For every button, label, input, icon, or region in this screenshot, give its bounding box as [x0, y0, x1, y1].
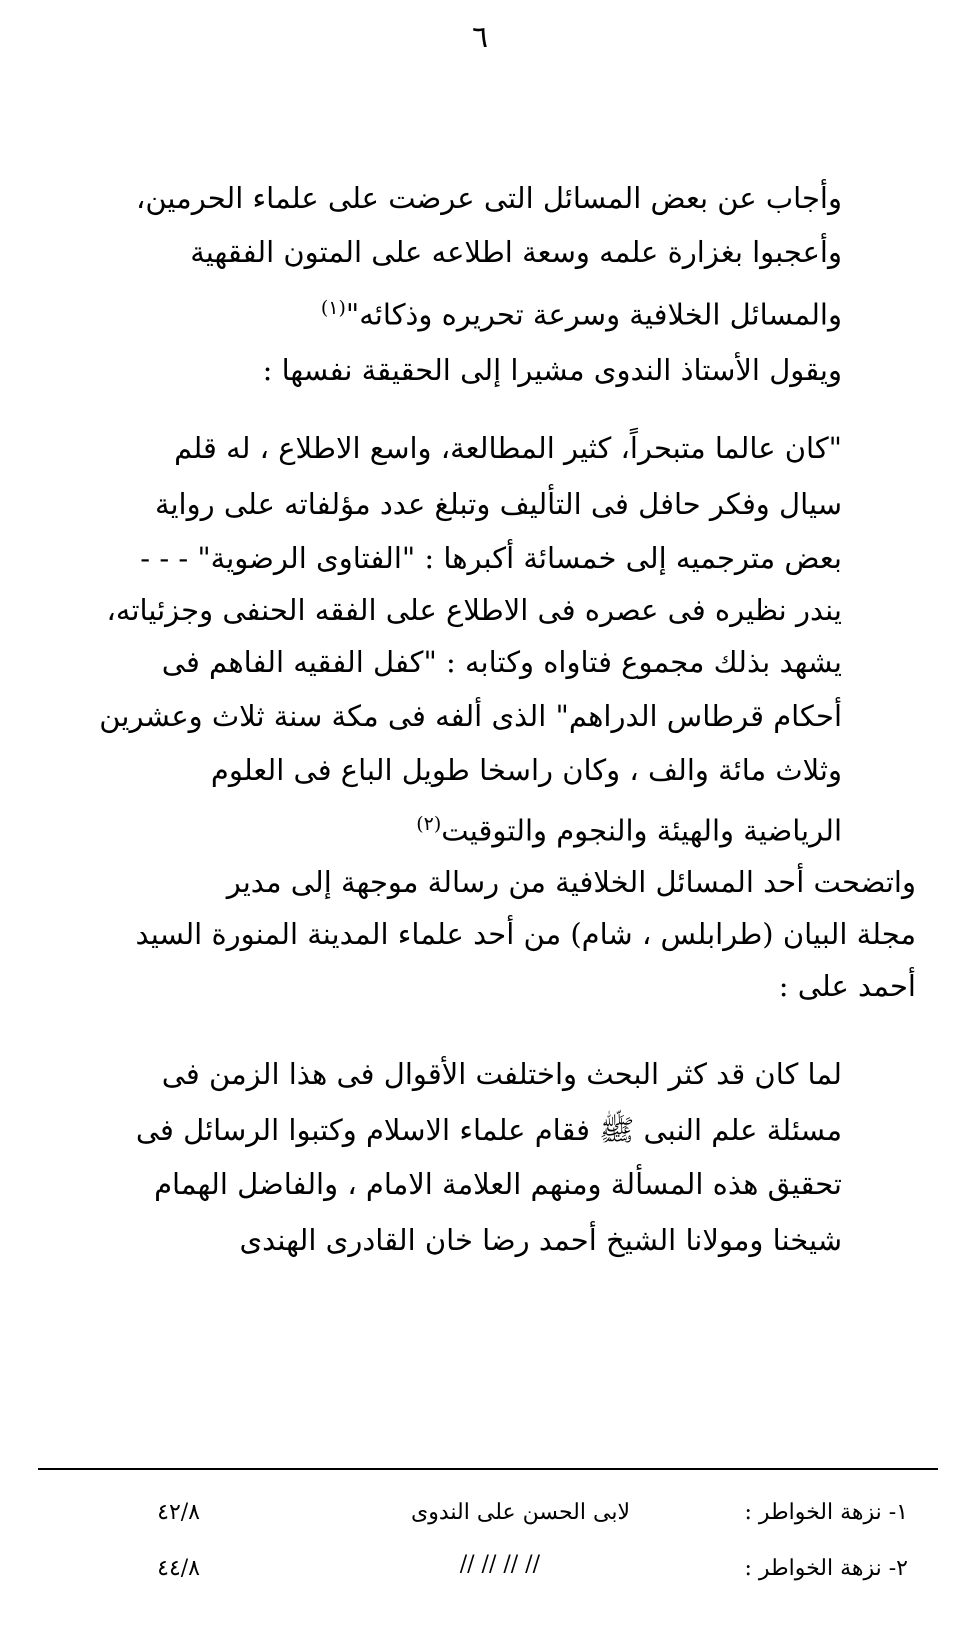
footnote-mark-1: (١)	[320, 297, 346, 319]
letter-line-1: لما كان قد كثر البحث واختلفت الأقوال فى هذا الزمن فى	[161, 1057, 842, 1091]
body-line-1: وأجاب عن بعض المسائل التى عرضت على علماء الحرمين،	[135, 181, 842, 215]
footnote-1-label: ١- نزهة الخواطر :	[744, 1500, 908, 1525]
quote-line-8	[416, 804, 842, 851]
quote-line-6: أحكام قرطاس الدراهم" الذى ألفه فى مكة سنة ثلاث وعشرين	[99, 699, 842, 733]
footnote-divider	[38, 1468, 938, 1470]
footnote-2-label: ٢- نزهة الخواطر :	[744, 1556, 908, 1581]
footnote-1-ref: ٤٢/٨	[157, 1500, 200, 1525]
body-line-6: مجلة البيان (طرابلس ، شام) من أحد علماء المدينة المنورة السيد	[135, 917, 916, 951]
body-line-4: ويقول الأستاذ الندوى مشيرا إلى الحقيقة نفسها :	[262, 353, 842, 387]
body-line-5: واتضحت أحد المسائل الخلافية من رسالة موجهة إلى مدير	[226, 865, 916, 899]
body-line-2: وأعجبوا بغزارة علمه وسعة اطلاعه على المتون الفقهية	[190, 235, 842, 269]
body-line-3-text: والمسائل الخلافية وسرعة تحريره وذكائه"	[345, 297, 842, 332]
quote-line-2: سيال وفكر حافل فى التأليف وتبلغ عدد مؤلفاته على رواية	[154, 487, 842, 521]
quote-line-5: يشهد بذلك مجموع فتاواه وكتابه : "كفل الفقيه الفاهم فى	[161, 645, 842, 679]
quote-line-3: بعض مترجميه إلى خمسائة أكبرها : "الفتاوى الرضوية" - - -	[140, 541, 842, 575]
letter-line-4: شيخنا ومولانا الشيخ أحمد رضا خان القادرى الهندى	[239, 1223, 842, 1257]
quote-line-1: "كان عالما متبحراً، كثير المطالعة، واسع الاطلاع ، له قلم	[174, 431, 842, 465]
letter-line-2: مسئلة علم النبى ﷺ فقام علماء الاسلام وكتبوا الرسائل فى	[135, 1113, 842, 1147]
quote-line-8-text: الرياضية والهيئة والنجوم والتوقيت	[441, 813, 842, 848]
footnote-mark-2: (٢)	[416, 813, 442, 835]
body-line-3	[321, 288, 842, 335]
quote-line-7: وثلاث مائة والف ، وكان راسخا طويل الباع فى العلوم	[210, 753, 842, 787]
page-number: ٦	[471, 20, 489, 55]
footnote-2-ditto: // // // //	[459, 1552, 540, 1577]
footnote-2-ref: ٤٤/٨	[157, 1556, 200, 1581]
footnote-1-author: لابى الحسن على الندوى	[411, 1500, 630, 1525]
letter-line-3: تحقيق هذه المسألة ومنهم العلامة الامام ، والفاضل الهمام	[154, 1167, 842, 1201]
quote-line-4: يندر نظيره فى عصره فى الاطلاع على الفقه الحنفى وجزئياته،	[106, 593, 842, 627]
body-line-7: أحمد على :	[778, 969, 916, 1003]
